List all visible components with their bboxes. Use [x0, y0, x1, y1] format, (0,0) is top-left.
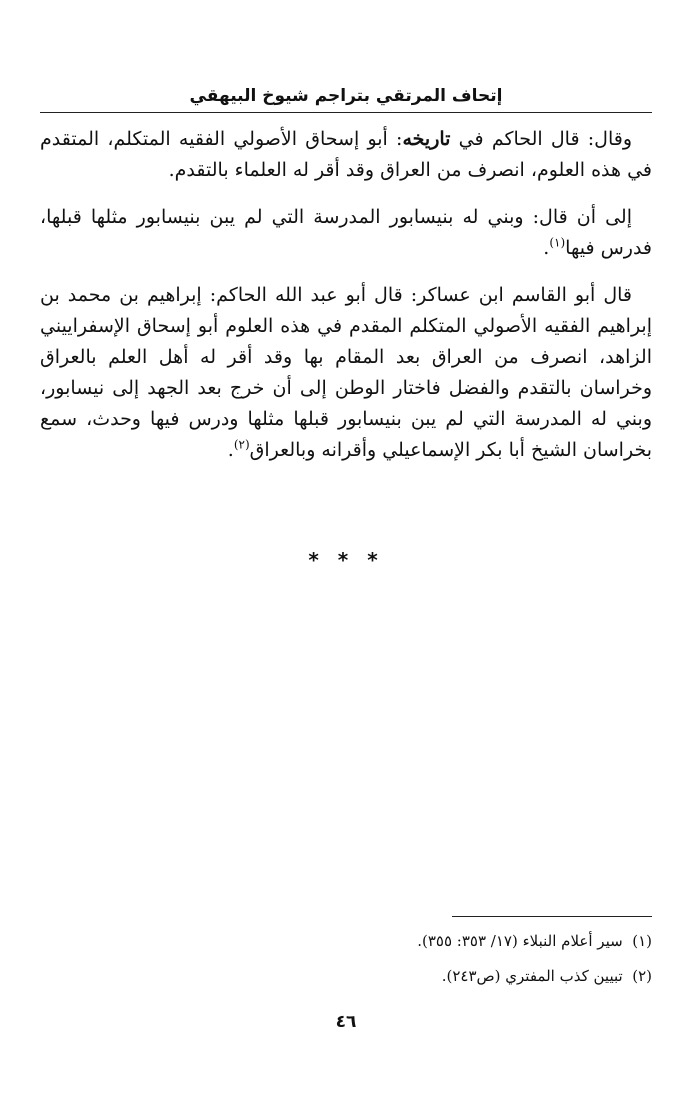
- footnote-1: [40, 924, 652, 959]
- paragraph-1-bold-source: تاريخه: [402, 128, 451, 150]
- paragraph-2-end: .: [543, 237, 550, 259]
- footnote-2: [40, 959, 652, 994]
- paragraph-3-text: قال أبو القاسم ابن عساكر: قال أبو عبد الله الحاكم: إبراهيم بن محمد بن إبراهيم الفقيه الأصولي المتكلم المقدم في هذه العلوم أبو إسحاق الإسفراييني الزاهد، انصرف من العراق بعد المقام بها وقد أقر له أهل العلم بالعراق وخراسان بالتقدم والفضل فاختار الوطن إلى أن خرج بعد الجهد إلى نيسابور، وبني له المدرسة التي لم يبن بنيسابور قبلها مثلها ودرس فيها وحدث، سمع بخراسان الشيخ أبا بكر الإسماعيلي وأقرانه وبالعراق: [40, 284, 652, 461]
- main-text: [40, 124, 652, 482]
- paragraph-2: [40, 202, 652, 264]
- paragraph-1-intro: وقال: قال الحاكم في: [450, 128, 632, 150]
- running-header: إتحاف المرتقي بتراجم شيوخ البيهقي: [189, 86, 503, 106]
- footnote-rule: [452, 916, 652, 917]
- paragraph-1: [40, 124, 652, 186]
- footnote-2-text: تبيين كذب المفتري (ص٢٤٣).: [441, 967, 623, 985]
- paragraph-3-end: .: [227, 439, 234, 461]
- footnote-2-number: (٢): [632, 967, 652, 985]
- paragraph-3: [40, 280, 652, 466]
- header-rule: [40, 112, 652, 113]
- footnote-1-text: سير أعلام النبلاء (١٧/ ٣٥٣: ٣٥٥).: [417, 932, 623, 950]
- page-number: ٤٦: [335, 1012, 357, 1032]
- footnote-1-number: (١): [632, 932, 652, 950]
- footnote-ref-2: (٢): [233, 437, 250, 452]
- section-separator-stars: * * *: [308, 548, 384, 572]
- paragraph-2-text: إلى أن قال: وبني له بنيسابور المدرسة التي لم يبن بنيسابور مثلها قبلها، فدرس فيها: [40, 206, 652, 259]
- paragraph-1-rest: : أبو إسحاق الأصولي الفقيه المتكلم، المتقدم في هذه العلوم، انصرف من العراق وقد أقر له العلماء بالتقدم.: [40, 128, 652, 181]
- footnotes: [40, 924, 652, 994]
- footnote-ref-1: (١): [549, 235, 566, 250]
